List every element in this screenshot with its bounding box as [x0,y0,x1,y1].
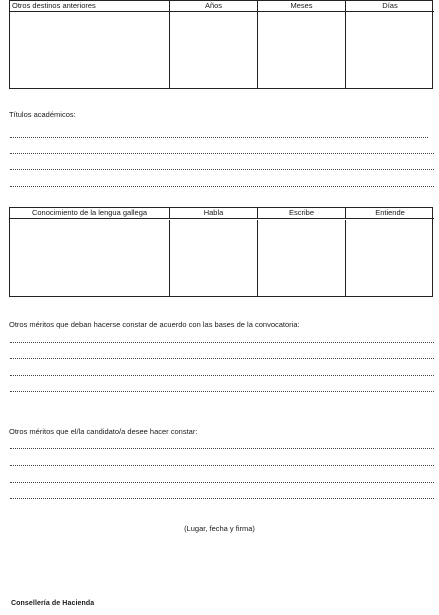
titulos-line[interactable] [10,186,434,187]
lengua-cell[interactable] [10,220,170,296]
escribe-cell[interactable] [258,220,346,296]
destinos-header: Otros destinos anteriores [10,1,170,12]
meritos-bases-line[interactable] [10,375,434,376]
meses-header: Meses [258,1,346,12]
dias-cell[interactable] [346,12,434,88]
titulos-line[interactable] [10,153,434,154]
meritos-bases-line[interactable] [10,391,434,392]
meritos-candidato-label: Otros méritos que el/la candidato/a desee hacer constar: [9,427,198,436]
habla-cell[interactable] [170,220,258,296]
firma-label: (Lugar, fecha y firma) [184,524,255,533]
entiende-cell[interactable] [346,220,434,296]
meritos-candidato-line[interactable] [10,482,434,483]
dias-header: Días [346,1,434,12]
meritos-bases-line[interactable] [10,342,434,343]
meritos-bases-label: Otros méritos que deban hacerse constar de acuerdo con las bases de la convocatoria: [9,320,300,329]
habla-header: Habla [170,208,258,219]
lengua-table [9,207,433,297]
entiende-header: Entiende [346,208,434,219]
anos-header: Años [170,1,258,12]
meritos-candidato-line[interactable] [10,498,434,499]
meritos-candidato-line[interactable] [10,465,434,466]
anos-cell[interactable] [170,12,258,88]
escribe-header: Escribe [258,208,346,219]
lengua-header: Conocimiento de la lengua gallega [10,208,170,219]
titulos-label: Títulos académicos: [9,110,76,119]
destinos-table [9,0,433,89]
meritos-bases-line[interactable] [10,358,434,359]
meritos-candidato-line[interactable] [10,448,434,449]
footer-department: Consellería de Hacienda [11,600,95,607]
meses-cell[interactable] [258,12,346,88]
titulos-line[interactable] [10,169,434,170]
destinos-cell[interactable] [10,12,170,88]
titulos-line[interactable] [10,137,428,138]
